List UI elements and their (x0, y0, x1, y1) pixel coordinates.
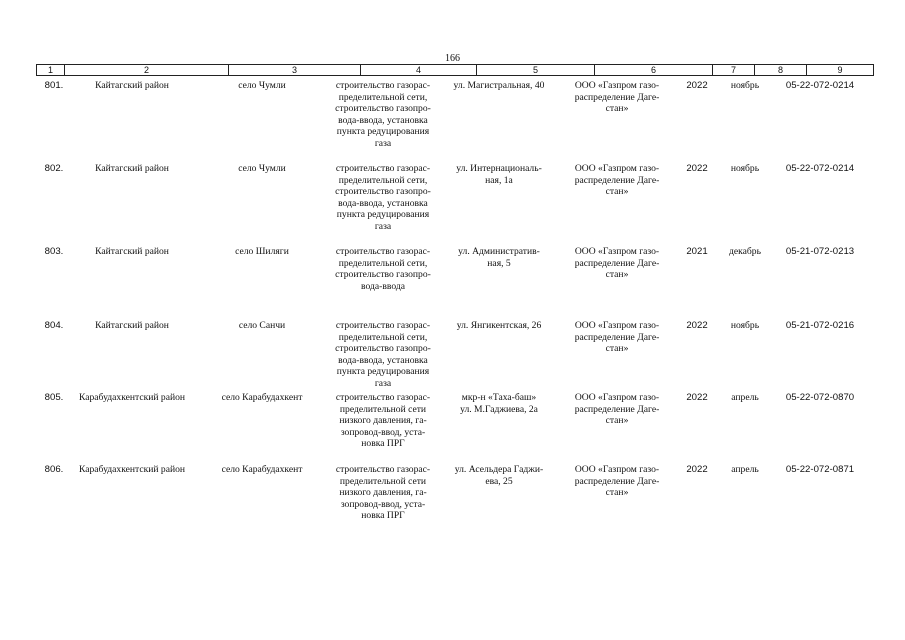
row-4-org-line: ООО «Газпром газо- (574, 320, 660, 331)
row-1-work-line: строительство газорас- (335, 80, 431, 91)
row-1-work-line: пункта редуцирования (336, 126, 430, 138)
row-2-work (324, 163, 442, 233)
row-5-work-line: зопровод-ввод, уста- (340, 426, 426, 438)
row-3-address-line: ная, 5 (487, 257, 511, 269)
row-6-org (558, 464, 676, 499)
row-4-month: ноябрь (730, 320, 760, 331)
row-5-locality: село Карабудахкент (221, 392, 303, 403)
row-6-work-line: пределительной сети (339, 475, 427, 487)
row-5-org-line: распределение Даге- (574, 403, 660, 415)
row-6-org-line: распределение Даге- (574, 475, 660, 487)
row-5-month: апрель (731, 392, 759, 403)
row-2-locality: село Чумли (238, 163, 286, 174)
row-1-address (440, 80, 558, 92)
row-2-address-line: ная, 1а (485, 174, 513, 186)
row-5-work-line: новка ПРГ (361, 438, 405, 450)
row-3-district: Кайтагский район (95, 246, 169, 257)
row-1-org (558, 80, 676, 115)
header-col-8: 8 (755, 65, 807, 75)
row-6-code: 05-22-072-0871 (785, 464, 855, 475)
row-4-district: Кайтагский район (95, 320, 169, 331)
header-col-2: 2 (65, 65, 229, 75)
row-3-address-line: ул. Административ- (458, 246, 540, 257)
row-6-work (324, 464, 442, 522)
row-3-code: 05-21-072-0213 (785, 246, 855, 257)
row-3-address (440, 246, 558, 269)
row-3-work-line: строительство газорас- (335, 246, 431, 257)
row-4-work-line: строительство газорас- (335, 320, 431, 331)
row-6-district: Карабудахкентский район (78, 464, 186, 475)
row-6-org-line: ООО «Газпром газо- (574, 464, 660, 475)
row-6-org-line: стан» (605, 487, 629, 499)
row-5-work-line: строительство газорас- (335, 392, 431, 403)
row-1-address-line: ул. Магистральная, 40 (453, 80, 545, 91)
header-col-3: 3 (229, 65, 361, 75)
row-1-work-line: вода-ввода, установка (338, 114, 428, 126)
row-6-month: апрель (731, 464, 759, 475)
row-3-work-line: вода-ввода (361, 280, 405, 292)
row-6-num: 806. (44, 464, 64, 475)
row-2-address-line: ул. Интернациональ- (456, 163, 542, 174)
row-3-org-line: распределение Даге- (574, 257, 660, 269)
row-4-work-line: вода-ввода, установка (338, 354, 428, 366)
row-1-work-line: пределительной сети, (338, 91, 428, 103)
row-4-org-line: стан» (605, 343, 629, 355)
row-4-address-line: ул. Янгикентская, 26 (456, 320, 542, 331)
row-6-work-line: новка ПРГ (361, 510, 405, 522)
row-4-org (558, 320, 676, 355)
row-6-address-line: ул. Асельдера Гаджи- (454, 464, 544, 475)
header-col-9: 9 (837, 65, 843, 75)
row-3-org (558, 246, 676, 281)
row-3-org-line: ООО «Газпром газо- (574, 246, 660, 257)
table-header-row (36, 64, 874, 76)
row-2-org-line: распределение Даге- (574, 174, 660, 186)
row-5-work-line: низкого давления, га- (339, 415, 427, 427)
row-4-year: 2022 (686, 320, 708, 331)
row-6-address-line: ева, 25 (485, 475, 513, 487)
row-1-work (324, 80, 442, 150)
row-3-year: 2021 (686, 246, 708, 257)
header-col-7: 7 (713, 65, 755, 75)
row-1-district: Кайтагский район (95, 80, 169, 91)
row-3-work-line: строительство газопро- (335, 269, 431, 281)
row-6-work-line: строительство газорас- (335, 464, 431, 475)
row-5-district: Карабудахкентский район (78, 392, 186, 403)
row-1-work-line: газа (374, 137, 392, 149)
row-2-num: 802. (44, 163, 64, 174)
row-6-year: 2022 (686, 464, 708, 475)
row-2-address (440, 163, 558, 186)
row-2-work-line: строительство газорас- (335, 163, 431, 174)
row-4-work (324, 320, 442, 390)
row-2-org-line: стан» (605, 186, 629, 198)
row-1-org-line: ООО «Газпром газо- (574, 80, 660, 91)
row-5-org-line: ООО «Газпром газо- (574, 392, 660, 403)
row-4-address (440, 320, 558, 332)
row-1-work-line: строительство газопро- (335, 103, 431, 115)
row-3-org-line: стан» (605, 269, 629, 281)
row-2-work-line: пределительной сети, (338, 174, 428, 186)
row-5-work-line: пределительной сети (339, 403, 427, 415)
row-3-work (324, 246, 442, 292)
row-2-district: Кайтагский район (95, 163, 169, 174)
row-3-locality: село Шиляги (235, 246, 289, 257)
row-2-code: 05-22-072-0214 (785, 163, 855, 174)
header-col-6: 6 (595, 65, 713, 75)
row-4-work-line: пределительной сети, (338, 331, 428, 343)
row-5-work (324, 392, 442, 450)
header-col-4: 4 (361, 65, 477, 75)
header-col-5: 5 (477, 65, 595, 75)
row-1-org-line: распределение Даге- (574, 91, 660, 103)
row-1-num: 801. (44, 80, 64, 91)
row-5-org (558, 392, 676, 427)
row-4-work-line: газа (374, 377, 392, 389)
row-6-work-line: зопровод-ввод, уста- (340, 498, 426, 510)
row-1-month: ноябрь (730, 80, 760, 91)
row-2-work-line: газа (374, 220, 392, 232)
row-6-work-line: низкого давления, га- (339, 487, 427, 499)
row-4-work-line: пункта редуцирования (336, 366, 430, 378)
row-4-org-line: распределение Даге- (574, 331, 660, 343)
row-5-num: 805. (44, 392, 64, 403)
row-3-work-line: пределительной сети, (338, 257, 428, 269)
row-4-work-line: строительство газопро- (335, 343, 431, 355)
row-5-code: 05-22-072-0870 (785, 392, 855, 403)
row-2-org (558, 163, 676, 198)
row-1-org-line: стан» (605, 103, 629, 115)
row-5-address-line: ул. М.Гаджиева, 2а (460, 403, 538, 415)
row-5-year: 2022 (686, 392, 708, 403)
row-6-locality: село Карабудахкент (221, 464, 303, 475)
row-2-work-line: строительство газопро- (335, 186, 431, 198)
row-1-locality: село Чумли (238, 80, 286, 91)
row-2-month: ноябрь (730, 163, 760, 174)
header-col-1: 1 (37, 65, 65, 75)
row-6-address (440, 464, 558, 487)
row-4-num: 804. (44, 320, 64, 331)
row-4-locality: село Санчи (238, 320, 286, 331)
row-2-work-line: вода-ввода, установка (338, 197, 428, 209)
row-2-org-line: ООО «Газпром газо- (574, 163, 660, 174)
row-5-address (440, 392, 558, 415)
row-4-code: 05-21-072-0216 (785, 320, 855, 331)
row-1-code: 05-22-072-0214 (785, 80, 855, 91)
page-number: 166 (445, 53, 460, 64)
row-3-num: 803. (44, 246, 64, 257)
row-5-address-line: мкр-н «Таха-баш» (461, 392, 537, 403)
row-5-org-line: стан» (605, 415, 629, 427)
row-1-year: 2022 (686, 80, 708, 91)
row-3-month: декабрь (729, 246, 761, 257)
row-2-work-line: пункта редуцирования (336, 209, 430, 221)
row-2-year: 2022 (686, 163, 708, 174)
